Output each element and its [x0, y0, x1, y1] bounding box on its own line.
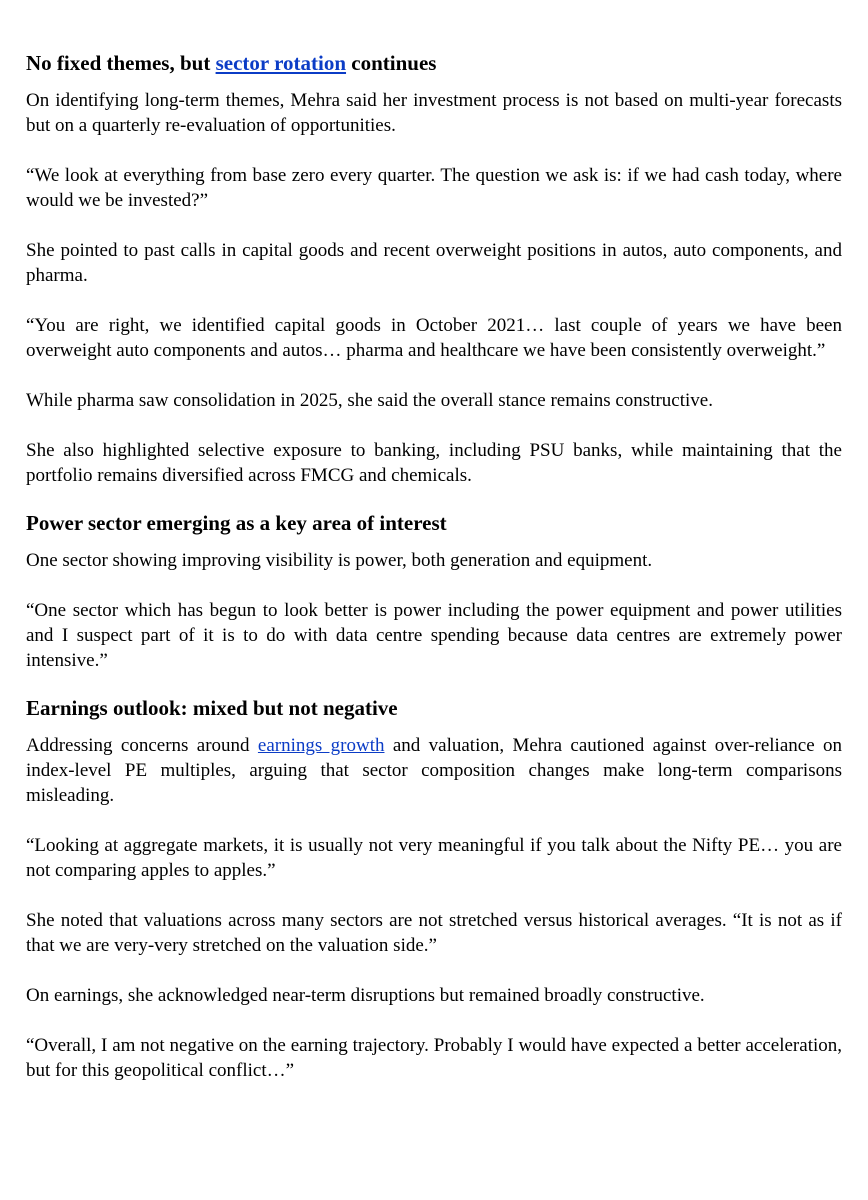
quote-paragraph: “We look at everything from base zero every quarter. The question we ask is: if we had cash today, where would we be invested?” — [26, 165, 842, 211]
quote-paragraph: “One sector which has begun to look better is power including the power equipment and power utilities and I suspect part of it is to do with data centre spending because data centres are extremely power intensive.” — [26, 600, 842, 671]
quote-paragraph: “You are right, we identified capital goods in October 2021… last couple of years we have been overweight auto components and autos… pharma and healthcare we have been consistently overweight.” — [26, 315, 842, 361]
earnings-growth-link[interactable]: earnings growth — [257, 735, 385, 756]
paragraph: On earnings, she acknowledged near-term disruptions but remained broadly constructive. — [26, 985, 705, 1006]
paragraph: On identifying long-term themes, Mehra said her investment process is not based on multi-year forecasts but on a quarterly re-evaluation of opportunities. — [26, 90, 842, 136]
heading-text-after: continues — [346, 51, 437, 75]
section-heading-sector-rotation — [26, 50, 842, 76]
section-heading-power-sector: Power sector emerging as a key area of interest — [26, 511, 447, 535]
paragraph: One sector showing improving visibility is power, both generation and equipment. — [26, 550, 653, 571]
paragraph: She pointed to past calls in capital goods and recent overweight positions in autos, auto components, and pharma. — [26, 240, 842, 286]
sector-rotation-link[interactable]: sector rotation — [215, 51, 347, 75]
paragraph-text-before: Addressing concerns around — [26, 735, 258, 756]
paragraph: She noted that valuations across many sectors are not stretched versus historical averages. “It is not as if that we are very-very stretched on the valuation side.” — [26, 910, 842, 956]
section-heading-earnings-outlook: Earnings outlook: mixed but not negative — [26, 696, 398, 720]
quote-paragraph: “Looking at aggregate markets, it is usually not very meaningful if you talk about the Nifty PE… you are not comparing apples to apples.” — [26, 835, 842, 881]
paragraph: While pharma saw consolidation in 2025, she said the overall stance remains constructive. — [26, 390, 713, 411]
paragraph-text-after: and valuation, Mehra cautioned against over-reliance on index-level PE multiples, arguing that sector composition changes make long-term comparisons misleading. — [26, 735, 842, 806]
quote-paragraph: “Overall, I am not negative on the earning trajectory. Probably I would have expected a better acceleration, but for this geopolitical conflict…” — [26, 1035, 842, 1081]
paragraph: She also highlighted selective exposure to banking, including PSU banks, while maintaining that the portfolio remains diversified across FMCG and chemicals. — [26, 440, 842, 486]
heading-text-before: No fixed themes, but — [26, 51, 216, 75]
paragraph-with-link — [26, 733, 842, 808]
